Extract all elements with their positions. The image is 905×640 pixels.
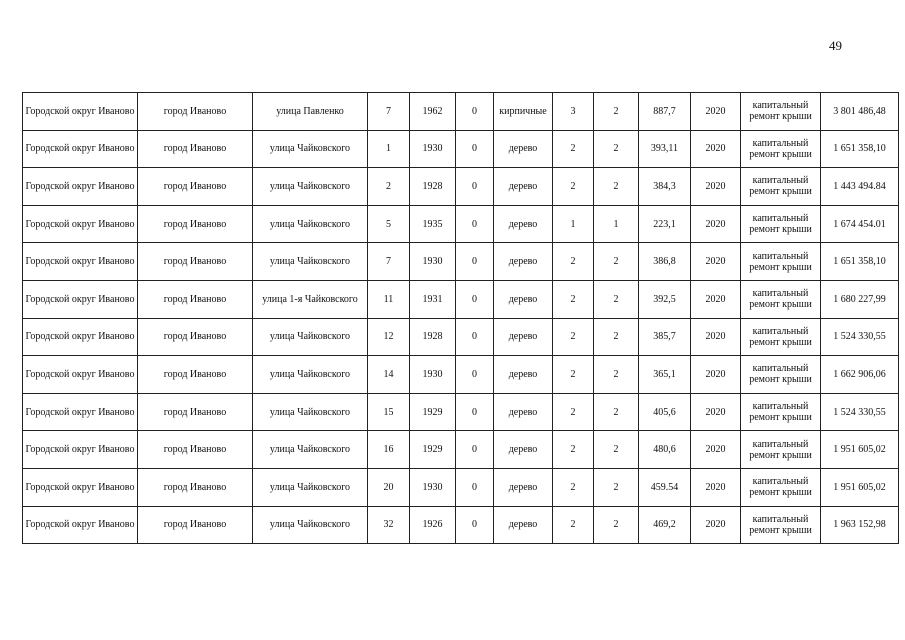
cell-plan-year: 2020 [691,506,741,544]
cell-zero: 0 [456,130,494,168]
cell-wall-material: дерево [494,393,553,431]
cell-wall-material: дерево [494,205,553,243]
cell-house-number: 12 [368,318,410,356]
cell-municipality: Городской округ Иваново [23,431,138,469]
cell-work-type: капитальный ремонт крыши [741,205,821,243]
cell-entrances: 2 [594,356,639,394]
cell-street: улица Чайковского [253,318,368,356]
cell-wall-material: дерево [494,506,553,544]
table-row [23,506,899,544]
cell-wall-material: дерево [494,243,553,281]
cell-wall-material: дерево [494,130,553,168]
cell-floors: 2 [553,280,594,318]
cell-build-year: 1962 [410,93,456,131]
cell-zero: 0 [456,168,494,206]
cell-house-number: 32 [368,506,410,544]
cell-municipality: Городской округ Иваново [23,393,138,431]
cell-entrances: 2 [594,468,639,506]
cell-floors: 2 [553,318,594,356]
cell-work-type: капитальный ремонт крыши [741,356,821,394]
cell-house-number: 14 [368,356,410,394]
cell-settlement: город Иваново [138,280,253,318]
cell-wall-material: дерево [494,431,553,469]
cell-build-year: 1935 [410,205,456,243]
cell-area: 405,6 [639,393,691,431]
cell-settlement: город Иваново [138,431,253,469]
cell-plan-year: 2020 [691,168,741,206]
cell-build-year: 1930 [410,243,456,281]
cell-entrances: 2 [594,431,639,469]
cell-amount: 1 662 906,06 [821,356,899,394]
cell-zero: 0 [456,318,494,356]
cell-zero: 0 [456,506,494,544]
table-row [23,356,899,394]
cell-street: улица Чайковского [253,356,368,394]
cell-plan-year: 2020 [691,205,741,243]
cell-street: улица Чайковского [253,431,368,469]
cell-settlement: город Иваново [138,468,253,506]
cell-area: 887,7 [639,93,691,131]
table-body [23,93,899,544]
cell-wall-material: кирпичные [494,93,553,131]
table-row [23,130,899,168]
cell-house-number: 1 [368,130,410,168]
cell-entrances: 2 [594,506,639,544]
cell-amount: 1 951 605,02 [821,468,899,506]
table-row [23,243,899,281]
cell-house-number: 2 [368,168,410,206]
cell-build-year: 1928 [410,318,456,356]
cell-plan-year: 2020 [691,318,741,356]
cell-area: 459.54 [639,468,691,506]
cell-zero: 0 [456,280,494,318]
cell-entrances: 2 [594,168,639,206]
cell-wall-material: дерево [494,468,553,506]
cell-street: улица 1-я Чайковского [253,280,368,318]
cell-entrances: 2 [594,243,639,281]
cell-area: 392,5 [639,280,691,318]
cell-zero: 0 [456,243,494,281]
cell-house-number: 7 [368,243,410,281]
cell-wall-material: дерево [494,168,553,206]
cell-municipality: Городской округ Иваново [23,130,138,168]
cell-settlement: город Иваново [138,130,253,168]
cell-work-type: капитальный ремонт крыши [741,130,821,168]
cell-floors: 2 [553,168,594,206]
cell-settlement: город Иваново [138,93,253,131]
table-row [23,93,899,131]
table-row [23,393,899,431]
cell-street: улица Чайковского [253,468,368,506]
cell-floors: 1 [553,205,594,243]
cell-build-year: 1929 [410,393,456,431]
cell-house-number: 20 [368,468,410,506]
cell-amount: 1 674 454.01 [821,205,899,243]
cell-municipality: Городской округ Иваново [23,243,138,281]
cell-house-number: 5 [368,205,410,243]
cell-amount: 1 651 358,10 [821,130,899,168]
cell-municipality: Городской округ Иваново [23,356,138,394]
cell-plan-year: 2020 [691,130,741,168]
cell-house-number: 7 [368,93,410,131]
cell-amount: 1 680 227,99 [821,280,899,318]
cell-plan-year: 2020 [691,431,741,469]
cell-settlement: город Иваново [138,356,253,394]
cell-area: 223,1 [639,205,691,243]
cell-floors: 2 [553,506,594,544]
cell-settlement: город Иваново [138,506,253,544]
cell-work-type: капитальный ремонт крыши [741,93,821,131]
cell-wall-material: дерево [494,356,553,394]
cell-house-number: 15 [368,393,410,431]
cell-area: 365,1 [639,356,691,394]
cell-work-type: капитальный ремонт крыши [741,393,821,431]
cell-amount: 1 651 358,10 [821,243,899,281]
housing-registry-table [22,92,899,544]
cell-plan-year: 2020 [691,93,741,131]
cell-build-year: 1930 [410,356,456,394]
cell-municipality: Городской округ Иваново [23,280,138,318]
cell-build-year: 1928 [410,168,456,206]
cell-entrances: 2 [594,280,639,318]
cell-area: 385,7 [639,318,691,356]
cell-municipality: Городской округ Иваново [23,318,138,356]
cell-floors: 3 [553,93,594,131]
cell-zero: 0 [456,205,494,243]
cell-area: 393,11 [639,130,691,168]
cell-build-year: 1930 [410,468,456,506]
cell-area: 386,8 [639,243,691,281]
cell-municipality: Городской округ Иваново [23,93,138,131]
cell-entrances: 2 [594,393,639,431]
cell-settlement: город Иваново [138,168,253,206]
cell-street: улица Павленко [253,93,368,131]
cell-amount: 3 801 486,48 [821,93,899,131]
cell-work-type: капитальный ремонт крыши [741,168,821,206]
cell-entrances: 2 [594,93,639,131]
cell-wall-material: дерево [494,280,553,318]
cell-zero: 0 [456,431,494,469]
cell-work-type: капитальный ремонт крыши [741,506,821,544]
cell-floors: 2 [553,393,594,431]
cell-settlement: город Иваново [138,393,253,431]
cell-zero: 0 [456,356,494,394]
cell-plan-year: 2020 [691,468,741,506]
cell-amount: 1 524 330,55 [821,318,899,356]
cell-plan-year: 2020 [691,243,741,281]
table-row [23,431,899,469]
cell-floors: 2 [553,356,594,394]
cell-area: 469,2 [639,506,691,544]
cell-floors: 2 [553,468,594,506]
cell-street: улица Чайковского [253,205,368,243]
cell-area: 480,6 [639,431,691,469]
cell-amount: 1 963 152,98 [821,506,899,544]
cell-build-year: 1926 [410,506,456,544]
cell-work-type: капитальный ремонт крыши [741,280,821,318]
table-row [23,168,899,206]
cell-work-type: капитальный ремонт крыши [741,431,821,469]
cell-municipality: Городской округ Иваново [23,506,138,544]
cell-wall-material: дерево [494,318,553,356]
cell-plan-year: 2020 [691,393,741,431]
cell-street: улица Чайковского [253,506,368,544]
table-row [23,318,899,356]
cell-street: улица Чайковского [253,243,368,281]
cell-build-year: 1931 [410,280,456,318]
cell-work-type: капитальный ремонт крыши [741,243,821,281]
cell-settlement: город Иваново [138,318,253,356]
cell-street: улица Чайковского [253,168,368,206]
cell-municipality: Городской округ Иваново [23,205,138,243]
cell-entrances: 1 [594,205,639,243]
cell-house-number: 11 [368,280,410,318]
cell-zero: 0 [456,393,494,431]
cell-entrances: 2 [594,318,639,356]
cell-floors: 2 [553,431,594,469]
cell-floors: 2 [553,243,594,281]
cell-floors: 2 [553,130,594,168]
cell-amount: 1 443 494.84 [821,168,899,206]
cell-zero: 0 [456,468,494,506]
cell-build-year: 1929 [410,431,456,469]
cell-municipality: Городской округ Иваново [23,168,138,206]
cell-work-type: капитальный ремонт крыши [741,468,821,506]
table-row [23,468,899,506]
table-row [23,280,899,318]
cell-build-year: 1930 [410,130,456,168]
cell-plan-year: 2020 [691,356,741,394]
cell-settlement: город Иваново [138,205,253,243]
cell-work-type: капитальный ремонт крыши [741,318,821,356]
page-number: 49 [829,38,842,53]
cell-house-number: 16 [368,431,410,469]
cell-zero: 0 [456,93,494,131]
cell-amount: 1 524 330,55 [821,393,899,431]
cell-settlement: город Иваново [138,243,253,281]
cell-area: 384,3 [639,168,691,206]
cell-plan-year: 2020 [691,280,741,318]
cell-amount: 1 951 605,02 [821,431,899,469]
cell-municipality: Городской округ Иваново [23,468,138,506]
cell-street: улица Чайковского [253,130,368,168]
cell-entrances: 2 [594,130,639,168]
table-row [23,205,899,243]
cell-street: улица Чайковского [253,393,368,431]
